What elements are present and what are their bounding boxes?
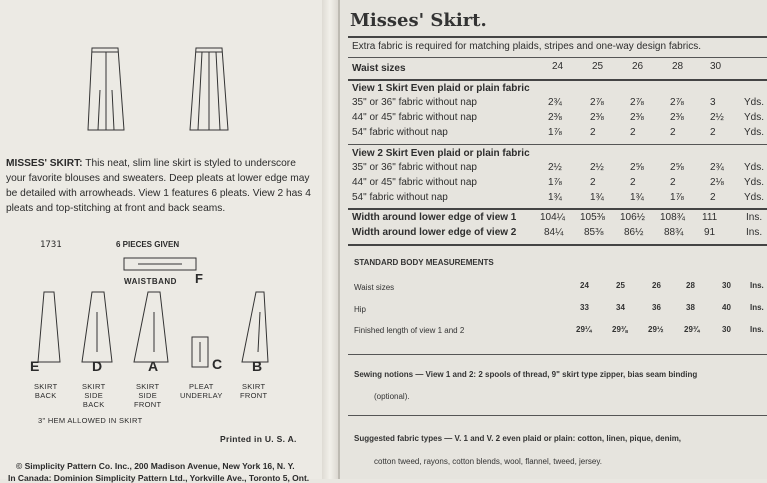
waistband-letter: F — [195, 271, 203, 286]
std-row2-v24: 33 — [580, 303, 589, 312]
piece-letter-a: A — [148, 358, 159, 374]
std-row2-v28: 38 — [686, 303, 695, 312]
std-row1-v26: 26 — [652, 281, 661, 290]
view1-row2-v28: 2⅜ — [670, 112, 684, 123]
std-row1-v24: 24 — [580, 281, 589, 290]
view1-row2-unit: Yds. — [744, 112, 765, 123]
width-view1-v24: 104¼ — [540, 212, 566, 223]
std-measurements-heading: STANDARD BODY MEASUREMENTS — [354, 258, 494, 267]
view1-heading: View 1 Skirt Even plaid or plain fabric — [352, 83, 530, 94]
view2-row3-unit: Yds. — [744, 192, 765, 203]
view1-row1-unit: Yds. — [744, 97, 765, 108]
divider — [348, 36, 767, 38]
view1-row1-v26: 2⅞ — [630, 97, 644, 108]
view2-row2-label: 44" or 45" fabric without nap — [352, 177, 477, 188]
view1-row2-v24: 2⅜ — [548, 112, 562, 123]
std-row3-v30: 30 — [722, 325, 731, 334]
std-row1-v28: 28 — [686, 281, 695, 290]
view2-row3-label: 54" fabric without nap — [352, 192, 448, 203]
view2-row3-v28: 1⅞ — [670, 192, 684, 203]
std-row3-v24: 29¼ — [576, 325, 592, 334]
width-view2-v25: 85⅜ — [584, 227, 604, 238]
waistband-label: WAISTBAND — [124, 277, 177, 286]
envelope-back-left — [0, 0, 322, 483]
view1-row2-v25: 2⅜ — [590, 112, 604, 123]
extra-fabric-note: Extra fabric is required for matching plaids, stripes and one-way design fabrics. — [352, 41, 702, 52]
width-view2-v26: 86½ — [624, 227, 644, 238]
description-body: This neat, slim line skirt is styled to underscore your favorite blouses and sweaters. Deep pleats at lower edge may be detailed with arrowheads. View 1 features 6 pleats. View 2 has 4 pleats and top-stitching at front and back seams. — [6, 158, 311, 214]
view1-row3-v30: 2 — [710, 127, 716, 138]
fabric-types: Suggested fabric types — V. 1 and V. 2 even plaid or plain: cotton, linen, pique, denim, — [354, 434, 682, 443]
width-view2-v30: 91 — [704, 227, 716, 238]
width-view1-v28: 108¾ — [660, 212, 686, 223]
description-title: MISSES' SKIRT: — [6, 158, 83, 169]
size-26: 26 — [632, 61, 644, 72]
width-view1-label: Width around lower edge of view 1 — [352, 212, 517, 223]
width-view2-v28: 88¾ — [664, 227, 684, 238]
size-28: 28 — [672, 61, 684, 72]
std-row1-unit: Ins. — [750, 281, 764, 290]
piece-label-skirt-side-front: SKIRT SIDE FRONT — [134, 382, 162, 409]
divider — [348, 208, 767, 210]
view1-row3-v28: 2 — [670, 127, 676, 138]
piece-label-skirt-back: SKIRT BACK — [34, 382, 58, 400]
std-row2-v26: 36 — [652, 303, 661, 312]
std-row2-label: Hip — [354, 305, 367, 314]
view2-row1-v24: 2½ — [548, 162, 562, 173]
view1-row1-label: 35" or 36" fabric without nap — [352, 97, 477, 108]
view2-row1-label: 35" or 36" fabric without nap — [352, 162, 477, 173]
view2-row3-v26: 1¾ — [630, 192, 644, 203]
page-title: Misses' Skirt. — [350, 10, 487, 31]
view2-row2-v28: 2 — [670, 177, 676, 188]
view1-row3-v24: 1⅞ — [548, 127, 562, 138]
piece-letter-c: C — [212, 356, 223, 372]
copyright: © Simplicity Pattern Co. Inc., 200 Madison Avenue, New York 16, N. Y. — [16, 461, 295, 471]
view2-row1-unit: Yds. — [744, 162, 765, 173]
view2-row3-v30: 2 — [710, 192, 716, 203]
view2-row2-v25: 2 — [590, 177, 596, 188]
view1-row1-v24: 2¾ — [548, 97, 562, 108]
envelope-back-right — [338, 0, 767, 479]
piece-letter-e: E — [30, 358, 40, 374]
size-25: 25 — [592, 61, 604, 72]
view2-row2-v24: 1⅞ — [548, 177, 562, 188]
divider — [348, 244, 767, 246]
std-row2-v25: 34 — [616, 303, 625, 312]
std-row2-unit: Ins. — [750, 303, 764, 312]
view1-row3-v25: 2 — [590, 127, 596, 138]
view2-row1-v28: 2⅝ — [670, 162, 684, 173]
std-row3-v26: 29½ — [648, 325, 664, 334]
width-view2-label: Width around lower edge of view 2 — [352, 227, 517, 238]
envelope-fold — [322, 0, 338, 479]
view1-row3-v26: 2 — [630, 127, 636, 138]
divider — [348, 415, 767, 416]
view1-row1-v25: 2⅞ — [590, 97, 604, 108]
view2-row3-v24: 1¾ — [548, 192, 562, 203]
width-view1-v25: 105⅜ — [580, 212, 606, 223]
view2-row2-unit: Yds. — [744, 177, 765, 188]
sewing-notions: Sewing notions — View 1 and 2: 2 spools of thread, 9" skirt type zipper, bias seam binding — [354, 370, 698, 379]
view2-row2-v26: 2 — [630, 177, 636, 188]
std-row3-label: Finished length of view 1 and 2 — [354, 326, 465, 335]
width-view1-v26: 106½ — [620, 212, 646, 223]
view1-row2-label: 44" or 45" fabric without nap — [352, 112, 477, 123]
piece-letter-b: B — [252, 358, 263, 374]
divider — [348, 79, 767, 81]
view1-row2-v30: 2½ — [710, 112, 724, 123]
std-row2-v30: 40 — [722, 303, 731, 312]
std-row1-v25: 25 — [616, 281, 625, 290]
divider — [348, 144, 767, 145]
piece-label-skirt-side-back: SKIRT SIDE BACK — [82, 382, 106, 409]
view2-row3-v25: 1¾ — [590, 192, 604, 203]
copyright-canada: In Canada: Dominion Simplicity Pattern Ltd., Yorkville Ave., Toronto 5, Ont. — [8, 473, 310, 483]
pieces-given: 6 PIECES GIVEN — [116, 240, 180, 249]
width-view2-v24: 84¼ — [544, 227, 564, 238]
piece-label-skirt-front: SKIRT FRONT — [240, 382, 268, 400]
std-row3-unit: Ins. — [750, 325, 764, 334]
pattern-pieces-diagram — [0, 252, 322, 382]
view2-heading: View 2 Skirt Even plaid or plain fabric — [352, 148, 530, 159]
view2-row1-v26: 2⅝ — [630, 162, 644, 173]
printed-in: Printed in U. S. A. — [220, 434, 297, 444]
divider — [348, 57, 767, 58]
width-view2-unit: Ins. — [746, 227, 763, 238]
pattern-number: 1731 — [40, 240, 62, 250]
hem-note: 3" HEM ALLOWED IN SKIRT — [38, 416, 143, 425]
std-row1-label: Waist sizes — [354, 283, 395, 292]
description — [6, 156, 316, 216]
std-row1-v30: 30 — [722, 281, 731, 290]
std-row3-v25: 29⅜ — [612, 325, 628, 334]
view1-row1-v30: 3 — [710, 97, 716, 108]
view1-row3-label: 54" fabric without nap — [352, 127, 448, 138]
size-24: 24 — [552, 61, 564, 72]
width-view1-v30: 111 — [702, 212, 718, 223]
view2-row2-v30: 2⅛ — [710, 177, 724, 188]
waist-sizes-label: Waist sizes — [352, 63, 406, 74]
piece-letter-d: D — [92, 358, 103, 374]
piece-label-pleat-underlay: PLEAT UNDERLAY — [180, 382, 223, 400]
width-view1-unit: Ins. — [746, 212, 763, 223]
view2-row1-v30: 2¾ — [710, 162, 724, 173]
view1-row2-v26: 2⅜ — [630, 112, 644, 123]
view1-row3-unit: Yds. — [744, 127, 765, 138]
size-30: 30 — [710, 61, 722, 72]
view1-row1-v28: 2⅞ — [670, 97, 684, 108]
skirt-views-illustration — [0, 0, 322, 150]
sewing-notions-cont: (optional). — [374, 392, 410, 401]
view2-row1-v25: 2½ — [590, 162, 604, 173]
fabric-types-cont: cotton tweed, rayons, cotton blends, wool, flannel, tweed, jersey. — [374, 457, 602, 466]
std-row3-v28: 29¾ — [684, 325, 700, 334]
divider — [348, 354, 767, 355]
